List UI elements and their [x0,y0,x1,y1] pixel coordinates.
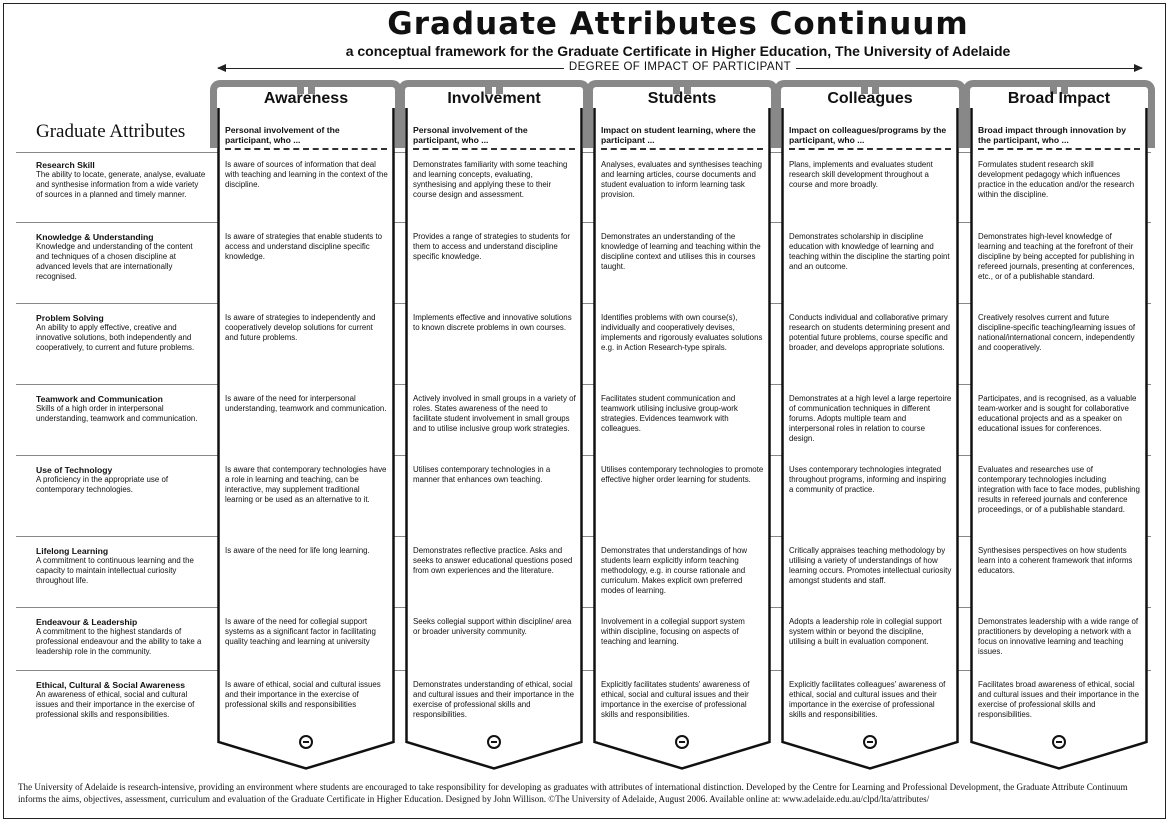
continuum-column [398,80,590,770]
arrow-left-icon [217,64,226,72]
attribute-row-label [36,313,206,353]
column-heading: Broad Impact [1007,90,1111,107]
column-arrow-outline [405,108,583,770]
continuum-cell: Participates, and is recognised, as a valuable team-worker and is sought for collaborative educational projects and as a speaker on educational issues for conferences. [978,394,1137,433]
continuum-cell: Synthesises perspectives on how students learn into a coherent framework that informs educators. [978,546,1133,575]
continuum-cell: Demonstrates reflective practice. Asks and seeks to answer educational questions posed from own experiences and the literature. [413,546,573,575]
minus-circle-icon [299,735,313,749]
continuum-cell: Utilises contemporary technologies to promote effective higher order learning for students. [601,465,764,484]
continuum-cell: Facilitates student communication and teamwork utilising inclusive group-work strategies. Evidences teamwork with colleagues. [601,394,738,433]
dashed-divider [978,148,1140,150]
column-heading: Awareness [263,90,349,107]
continuum-cell: Is aware of strategies that enable students to access and understand discipline specific knowledge. [225,232,383,261]
minus-circle-icon [863,735,877,749]
attribute-name: Ethical, Cultural & Social Awareness [36,680,186,690]
attribute-row-label [36,465,206,495]
column-prompt: Broad impact through innovation by the participant, who ... [978,125,1127,145]
continuum-cell: Demonstrates an understanding of the knowledge of learning and teaching within the discipline context and utilises this in courses taught. [601,232,761,271]
page-subtitle [0,43,1171,59]
column-arrow-outline [970,108,1148,770]
continuum-cell: Demonstrates at a high level a large repertoire of communication techniques in different forums. Adopts multiple team and interpersonal roles in relation to course design. [789,394,952,443]
continuum-cell: Is aware of the need for interpersonal understanding, teamwork and communication. [225,394,387,413]
attribute-description: A commitment to the highest standards of professional endeavour and the ability to take a leadership role in the community. [36,627,202,656]
continuum-cell: Adopts a leadership role in collegial support system within or beyond the discipline, utilising a built in evaluation component. [789,617,942,646]
dashed-divider [413,148,575,150]
continuum-column [774,80,966,770]
arrow-path [595,108,770,769]
continuum-cell: Evaluates and researches use of contemporary technologies including integration with face to face modes, publishing results in refereed journals and conference proceedings, or of a publishable standard. [978,465,1140,514]
attribute-name: Use of Technology [36,465,113,475]
arrow-path [972,108,1147,769]
continuum-cell: Utilises contemporary technologies in a manner that enhances own teaching. [413,465,551,484]
continuum-cell: Is aware that contemporary technologies have a role in learning and teaching, can be interactive, may supplement traditional learning or be used as an alternative to it. [225,465,387,504]
column-heading: Students [647,90,717,107]
continuum-cell: Implements effective and innovative solutions to known discrete problems in own courses. [413,313,572,332]
column-prompt: Personal involvement of the participant, who ... [413,125,528,145]
attribute-description: A commitment to continuous learning and the capacity to maintain intellectual curiosity throughout life. [36,556,194,585]
attribute-name: Endeavour & Leadership [36,617,138,627]
arrow-path [407,108,582,769]
continuum-cell: Conducts individual and collaborative primary research on students determining present and potential future problems, course specific and broader, and develops appropriate solutions. [789,313,950,352]
page-title [0,6,1171,42]
attributes-heading: Graduate Attributes [36,121,186,142]
attribute-row-label [36,617,206,657]
continuum-cell: Uses contemporary technologies integrated throughout programs, informing and inspiring a community of practice. [789,465,947,494]
column-prompt: Impact on colleagues/programs by the participant, who ... [789,125,947,145]
minus-circle-icon [675,735,689,749]
continuum-cell: Actively involved in small groups in a variety of roles. States awareness of the need to facilitate student involvement in small groups and to utilise inclusive group work strategies. [413,394,576,433]
dashed-divider [225,148,387,150]
continuum-cell: Seeks collegial support within discipline/ area or broader university community. [413,617,572,636]
continuum-cell: Is aware of ethical, social and cultural issues and their importance in the exercise of professional skills and responsibilities [225,680,381,709]
minus-circle-icon [1052,735,1066,749]
continuum-cell: Is aware of sources of information that deal with teaching and learning in the context of the discipline. [225,160,388,189]
attribute-name: Research Skill [36,160,95,170]
continuum-cell: Plans, implements and evaluates student research skill development throughout a course and more broadly. [789,160,933,189]
subtitle-text: a conceptual framework for the Graduate Certificate in Higher Education, The University of Adelaide [345,43,1011,59]
column-arrow-outline [593,108,771,770]
attribute-row-label [36,232,206,282]
attribute-row-label [36,680,206,720]
continuum-cell: Demonstrates scholarship in discipline education with knowledge of learning and teaching within the discipline the starting point and an outcome. [789,232,950,271]
column-heading: Involvement [447,90,541,107]
continuum-column [963,80,1155,770]
continuum-cell: Is aware of the need for collegial support systems as a significant factor in facilitating quality teaching and learning at university [225,617,376,646]
column-arrow-outline [217,108,395,770]
attribute-description: An awareness of ethical, social and cultural issues and their importance in the exercise of professional skills and responsibilities. [36,690,195,719]
arrow-path [219,108,394,769]
continuum-cell: Demonstrates that understandings of how students learn explicitly inform teaching methodology, e.g. in course rationale and curriculum. Makes explicit own preferred modes of learning. [601,546,748,595]
attribute-row-label [36,546,206,586]
continuum-cell: Creatively resolves current and future discipline-specific teaching/learning issues of national/international concern, independently and cooperatively. [978,313,1136,352]
footer-text: The University of Adelaide is research-intensive, providing an environment where students are encouraged to take responsibility for developing as graduates with attributes of international distinction. Developed by the Centre for Learning and Professional Development, the Graduate Attribute Continuum informs the aims, objectives, assessment, curriculum and evaluation of the Graduate Certificate in Higher Education. Designed by John Willison. ©The University of Adelaide, August 2006. Available online at: www.adelaide.edu.au/clpd/lta/attributes/ [18,782,1128,804]
continuum-column [210,80,402,770]
column-prompt: Personal involvement of the participant, who ... [225,125,340,145]
continuum-cell: Critically appraises teaching methodology by utilising a variety of understandings of how learning occurs. Promotes intellectual curiosity amongst students and staff. [789,546,952,585]
continuum-cell: Demonstrates leadership with a wide range of practitioners by developing a network with a focus on innovative learning and teaching issues. [978,617,1139,656]
dashed-divider [789,148,951,150]
continuum-cell: Involvement in a collegial support system within discipline, focusing on aspects of teaching and learning. [601,617,745,646]
continuum-cell: Analyses, evaluates and synthesises teaching and learning articles, course documents and student evaluation to inform learning task provision. [601,160,762,199]
continuum-cell: Demonstrates understanding of ethical, social and cultural issues and their importance in the exercise of professional skills and responsibilities. [413,680,574,719]
impact-axis [218,61,1142,77]
continuum-column [586,80,778,770]
column-heading: Colleagues [827,90,913,107]
continuum-cell: Identifies problems with own course(s), individually and cooperatively devises, implements and rigorously evaluates solutions e.g. in Action Research-type spirals. [601,313,763,352]
continuum-cell: Formulates student research skill development pedagogy which influences practice in the education and/or the research within the discipline. [978,160,1135,199]
attribute-description: A proficiency in the appropriate use of contemporary technologies. [36,475,169,494]
attribute-description: The ability to locate, generate, analyse, evaluate and synthesise information from a wide variety of sources in a planned and timely manner. [36,170,206,199]
continuum-cell: Facilitates broad awareness of ethical, social and cultural issues and their importance in the exercise of professional skills and responsibilities. [978,680,1139,719]
continuum-cell: Explicitly facilitates colleagues' awareness of ethical, social and cultural issues and their importance in the exercise of professional skills and responsibilities. [789,680,946,719]
title-text: Graduate Attributes Continuum [387,6,969,42]
continuum-cell: Is aware of strategies to independently and cooperatively develop solutions for current and future problems. [225,313,376,342]
attribute-name: Problem Solving [36,313,104,323]
continuum-cell: Demonstrates familiarity with some teaching and learning concepts, evaluating, synthesising and applying these to their course design and assessment. [413,160,568,199]
attribute-row-label [36,160,206,200]
attribute-name: Teamwork and Communication [36,394,163,404]
attribute-row-label [36,394,206,424]
dashed-divider [601,148,763,150]
continuum-cell: Provides a range of strategies to students for them to access and understand discipline specific knowledge. [413,232,571,261]
attribute-name: Knowledge & Understanding [36,232,154,242]
minus-circle-icon [487,735,501,749]
continuum-cell: Explicitly facilitates students' awareness of ethical, social and cultural issues and their importance in the exercise of professional skills and responsibilities. [601,680,750,719]
attribute-description: Knowledge and understanding of the content and techniques of a chosen discipline at advanced levels that are internationally recognised. [36,242,193,281]
column-prompt: Impact on student learning, where the participant ... [601,125,756,145]
attribute-description: Skills of a high order in interpersonal understanding, teamwork and communication. [36,404,198,423]
attribute-description: An ability to apply effective, creative and innovative solutions, both independently and cooperatively, to current and future problems. [36,323,195,352]
continuum-cell: Is aware of the need for life long learning. [225,546,370,555]
axis-label: DEGREE OF IMPACT OF PARTICIPANT [564,61,796,73]
continuum-cell: Demonstrates high-level knowledge of learning and teaching at the forefront of their discipline by being accepted for publishing in refereed journals, presenting at conferences, etc., or of a publishable standard. [978,232,1135,281]
attribute-name: Lifelong Learning [36,546,109,556]
arrow-right-icon [1134,64,1143,72]
